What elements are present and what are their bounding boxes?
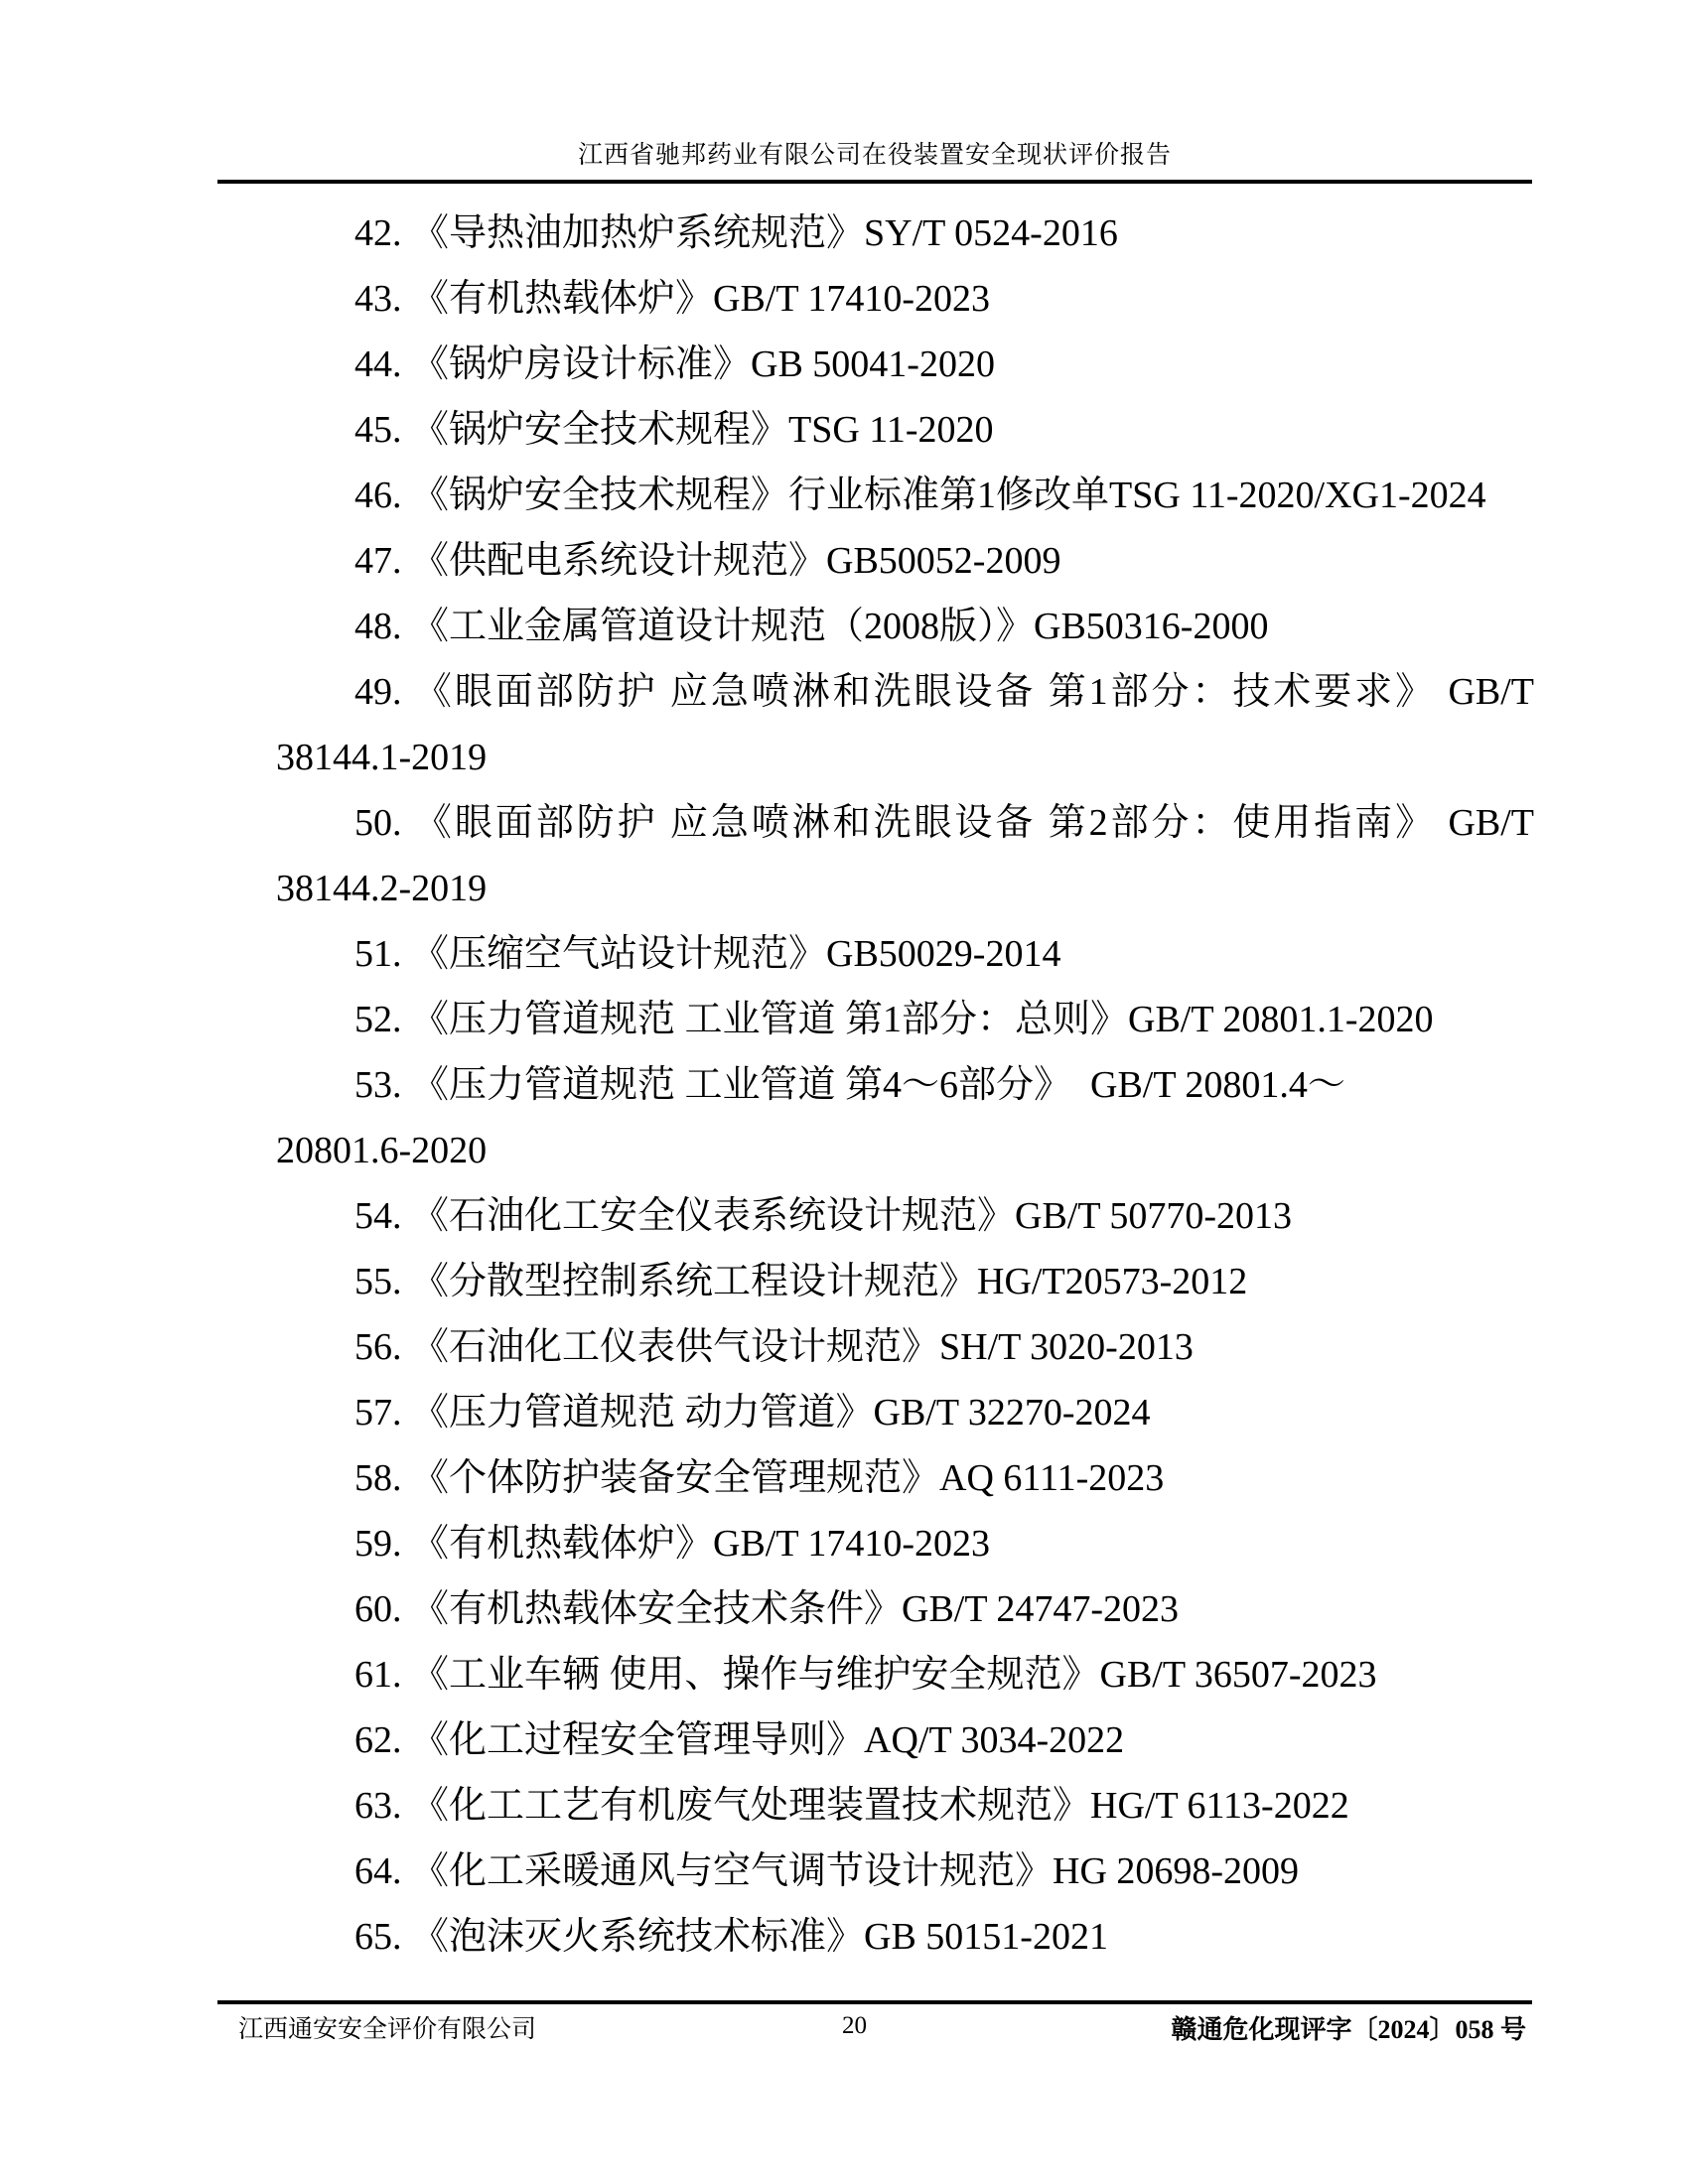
reference-list-line: 52. 《压力管道规范 工业管道 第1部分：总则》GB/T 20801.1-2020 bbox=[354, 999, 1434, 1040]
footer-document-number: 赣通危化现评字〔2024〕058 号 bbox=[1171, 2015, 1526, 2044]
reference-list-line: 48. 《工业金属管道设计规范（2008版）》GB50316-2000 bbox=[354, 606, 1269, 647]
reference-list-line: 63. 《化工工艺有机废气处理装置技术规范》HG/T 6113-2022 bbox=[354, 1785, 1349, 1827]
reference-list-line: 55. 《分散型控制系统工程设计规范》HG/T20573-2012 bbox=[354, 1261, 1248, 1302]
reference-list-line: 53. 《压力管道规范 工业管道 第4～6部分》 GB/T 20801.4～ bbox=[354, 1064, 1345, 1106]
page-number: 20 bbox=[842, 2012, 867, 2039]
reference-list-line: 60. 《有机热载体安全技术条件》GB/T 24747-2023 bbox=[354, 1588, 1180, 1630]
reference-list-line: 45. 《锅炉安全技术规程》TSG 11-2020 bbox=[354, 409, 994, 451]
header-rule bbox=[217, 180, 1532, 184]
reference-list-line: 20801.6-2020 bbox=[276, 1130, 488, 1171]
reference-list-line: 64. 《化工采暖通风与空气调节设计规范》HG 20698-2009 bbox=[354, 1850, 1300, 1892]
reference-list-line: 61. 《工业车辆 使用、操作与维护安全规范》GB/T 36507-2023 bbox=[354, 1654, 1377, 1696]
reference-list-line: 65. 《泡沫灭火系统技术标准》GB 50151-2021 bbox=[354, 1916, 1108, 1958]
reference-list-line: 50. 《眼面部防护 应急喷淋和洗眼设备 第2部分：使用指南》 GB/T bbox=[354, 802, 1534, 844]
reference-list-line: 38144.1-2019 bbox=[276, 737, 488, 778]
reference-list-line: 54. 《石油化工安全仪表系统设计规范》GB/T 50770-2013 bbox=[354, 1195, 1293, 1237]
reference-list-line: 62. 《化工过程安全管理导则》AQ/T 3034-2022 bbox=[354, 1719, 1125, 1761]
footer-company-name: 江西通安安全评价有限公司 bbox=[238, 2016, 537, 2043]
reference-list-line: 42. 《导热油加热炉系统规范》SY/T 0524-2016 bbox=[354, 212, 1118, 254]
reference-list-line: 57. 《压力管道规范 动力管道》GB/T 32270-2024 bbox=[354, 1392, 1151, 1433]
reference-list-line: 58. 《个体防护装备安全管理规范》AQ 6111-2023 bbox=[354, 1457, 1165, 1499]
reference-list-line: 44. 《锅炉房设计标准》GB 50041-2020 bbox=[354, 343, 995, 385]
reference-list-line: 43. 《有机热载体炉》GB/T 17410-2023 bbox=[354, 278, 991, 320]
footer-rule bbox=[217, 2000, 1532, 2004]
reference-list-line: 51. 《压缩空气站设计规范》GB50029-2014 bbox=[354, 933, 1061, 975]
reference-list bbox=[276, 201, 1534, 1970]
reference-list-line: 59. 《有机热载体炉》GB/T 17410-2023 bbox=[354, 1523, 991, 1565]
reference-list-line: 49. 《眼面部防护 应急喷淋和洗眼设备 第1部分：技术要求》 GB/T bbox=[354, 671, 1534, 713]
reference-list-line: 56. 《石油化工仪表供气设计规范》SH/T 3020-2013 bbox=[354, 1326, 1194, 1368]
running-header-title: 江西省驰邦药业有限公司在役装置安全现状评价报告 bbox=[577, 142, 1172, 169]
reference-list-line: 38144.2-2019 bbox=[276, 868, 488, 909]
reference-list-line: 46. 《锅炉安全技术规程》行业标准第1修改单TSG 11-2020/XG1-2024 bbox=[354, 475, 1486, 516]
reference-list-line: 47. 《供配电系统设计规范》GB50052-2009 bbox=[354, 540, 1061, 582]
